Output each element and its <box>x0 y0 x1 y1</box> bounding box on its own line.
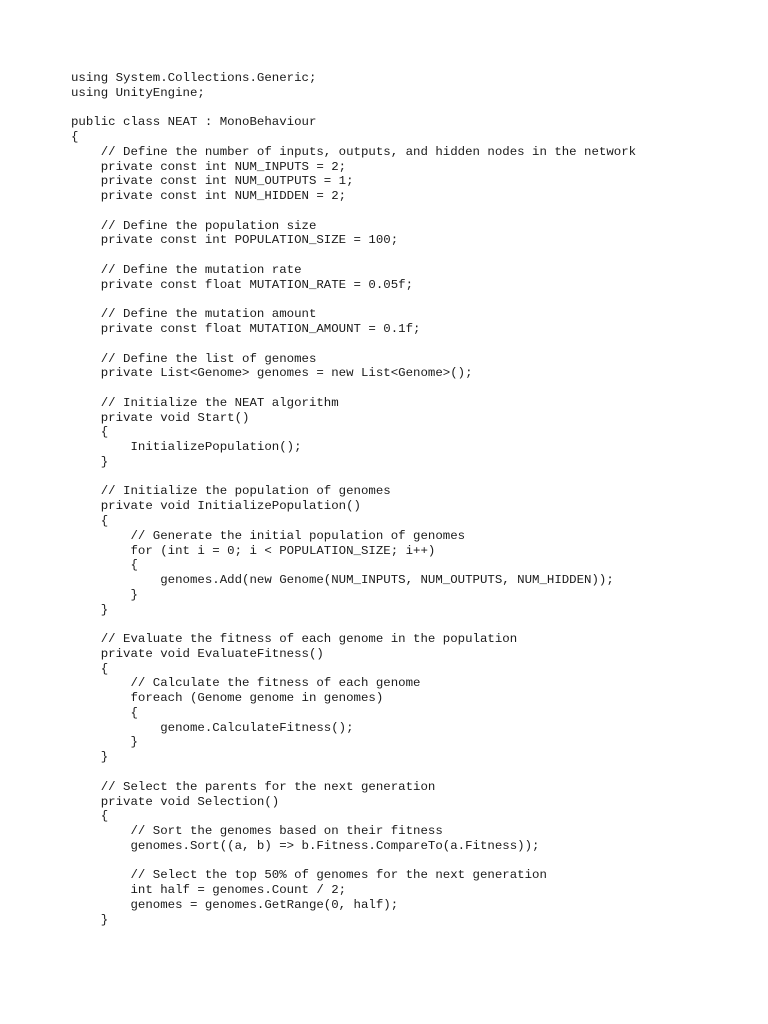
code-line: private void EvaluateFitness() <box>71 646 324 661</box>
code-line <box>71 765 636 780</box>
code-line: private const float MUTATION_RATE = 0.05f; <box>71 277 414 292</box>
code-line: private void InitializePopulation() <box>71 499 361 514</box>
code-line: // Define the mutation rate <box>71 262 302 277</box>
code-line: // Sort the genomes based on their fitness <box>71 824 443 839</box>
code-line: } <box>71 587 138 602</box>
code-line: // Initialize the population of genomes <box>71 484 391 499</box>
code-line: { <box>71 809 109 824</box>
code-line: // Define the population size <box>71 218 317 233</box>
code-line <box>71 470 636 485</box>
code-line: // Define the mutation amount <box>71 307 317 322</box>
code-line: private List<Genome> genomes = new List<Genome>(); <box>71 366 473 381</box>
code-line: private void Start() <box>71 410 250 425</box>
code-line: } <box>71 912 109 927</box>
code-line: // Define the number of inputs, outputs, and hidden nodes in the network <box>71 144 637 159</box>
code-line: // Define the list of genomes <box>71 351 317 366</box>
code-line: } <box>71 750 109 765</box>
code-line: foreach (Genome genome in genomes) <box>71 691 384 706</box>
code-line <box>71 337 636 352</box>
code-line: { <box>71 705 138 720</box>
code-line: { <box>71 425 109 440</box>
code-listing <box>71 71 636 927</box>
code-line: genomes.Sort((a, b) => b.Fitness.CompareTo(a.Fitness)); <box>71 838 540 853</box>
code-line <box>71 854 636 869</box>
code-line: for (int i = 0; i < POPULATION_SIZE; i++) <box>71 543 436 558</box>
code-line: public class NEAT : MonoBehaviour <box>71 115 317 130</box>
code-line: } <box>71 454 109 469</box>
code-line <box>71 292 636 307</box>
code-line <box>71 248 636 263</box>
code-line <box>71 204 636 219</box>
code-line: // Select the parents for the next generation <box>71 779 436 794</box>
code-line: { <box>71 661 109 676</box>
code-line: { <box>71 513 109 528</box>
code-line: private const int NUM_OUTPUTS = 1; <box>71 174 354 189</box>
code-line: // Select the top 50% of genomes for the next generation <box>71 868 547 883</box>
code-line <box>71 381 636 396</box>
code-line: private const int NUM_HIDDEN = 2; <box>71 189 347 204</box>
code-line: genomes = genomes.GetRange(0, half); <box>71 897 399 912</box>
code-line: private const int NUM_INPUTS = 2; <box>71 159 347 174</box>
code-line: // Evaluate the fitness of each genome in the population <box>71 632 518 647</box>
code-line: // Generate the initial population of genomes <box>71 528 466 543</box>
code-line: { <box>71 558 138 573</box>
code-line: InitializePopulation(); <box>71 440 302 455</box>
code-line <box>71 617 636 632</box>
code-line: private const int POPULATION_SIZE = 100; <box>71 233 399 248</box>
code-line: int half = genomes.Count / 2; <box>71 883 347 898</box>
code-line: genome.CalculateFitness(); <box>71 720 354 735</box>
code-line: } <box>71 602 109 617</box>
code-line: { <box>71 130 79 145</box>
code-line: using UnityEngine; <box>71 85 205 100</box>
code-line: genomes.Add(new Genome(NUM_INPUTS, NUM_OUTPUTS, NUM_HIDDEN)); <box>71 573 614 588</box>
code-line: private void Selection() <box>71 794 280 809</box>
code-line: using System.Collections.Generic; <box>71 71 317 85</box>
code-line: private const float MUTATION_AMOUNT = 0.1f; <box>71 322 421 337</box>
code-line <box>71 101 636 116</box>
code-line: } <box>71 735 138 750</box>
code-line: // Calculate the fitness of each genome <box>71 676 421 691</box>
code-line: // Initialize the NEAT algorithm <box>71 395 339 410</box>
